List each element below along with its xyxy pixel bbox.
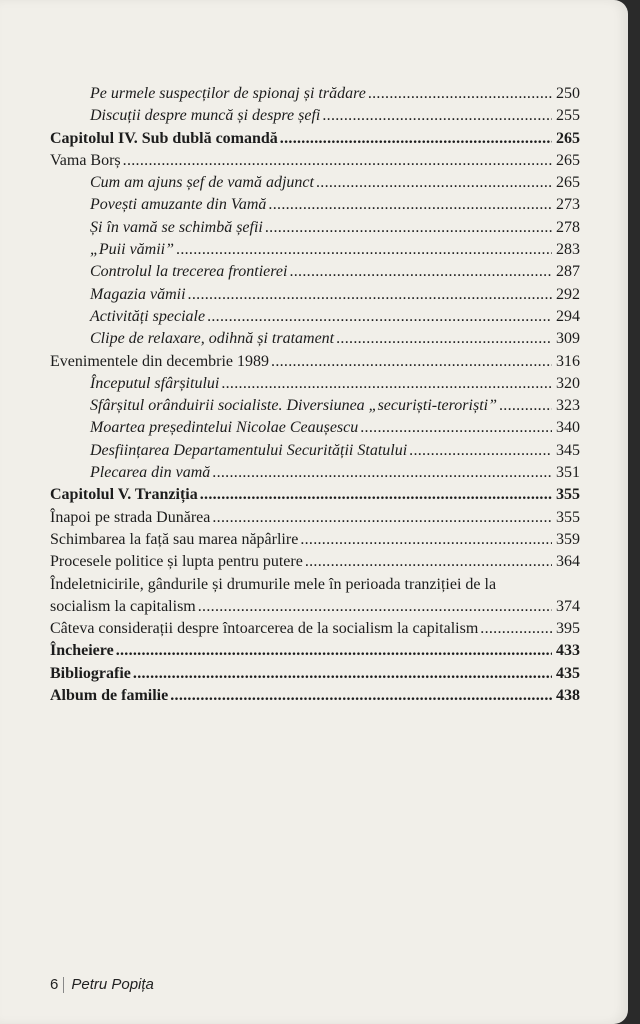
dot-leader xyxy=(176,239,552,261)
dot-leader xyxy=(268,194,552,216)
toc-entry xyxy=(50,440,580,462)
toc-entry-title: Pe urmele suspecților de spionaj și trădare xyxy=(90,85,366,102)
toc-entry-title: Plecarea din vamă xyxy=(90,464,211,482)
toc-entry xyxy=(50,83,580,105)
toc-entry-page: 435 xyxy=(556,664,580,682)
toc-entry-page: 340 xyxy=(556,419,580,437)
dot-leader xyxy=(305,551,552,573)
toc-entry-page: 351 xyxy=(556,464,580,482)
toc-entry xyxy=(50,351,580,373)
page-footer xyxy=(50,976,154,993)
dot-leader xyxy=(499,395,552,417)
toc-entry xyxy=(50,462,580,484)
toc-entry-title: Vama Borș xyxy=(50,151,121,169)
toc-entry-page: 294 xyxy=(556,307,580,325)
dot-leader xyxy=(116,640,552,662)
dot-leader xyxy=(198,596,552,618)
dot-leader xyxy=(123,150,552,172)
toc-entry-page: 309 xyxy=(556,330,580,348)
toc-entry-title: Moartea președintelui Nicolae Ceaușescu xyxy=(90,419,359,437)
toc-entry xyxy=(50,395,580,417)
toc-entry xyxy=(50,105,580,127)
toc-entry-page: 364 xyxy=(556,553,580,571)
table-of-contents xyxy=(50,83,580,707)
dot-leader xyxy=(289,261,552,283)
toc-entry-title: „Puii vămii” xyxy=(90,241,175,259)
toc-entry xyxy=(50,373,580,395)
toc-entry-page: 265 xyxy=(556,129,580,147)
toc-entry-title: Evenimentele din decembrie 1989 xyxy=(50,352,270,370)
toc-entry xyxy=(50,261,580,283)
dot-leader xyxy=(265,217,552,239)
toc-entry xyxy=(50,128,580,150)
toc-entry-title: Procesele politice și lupta pentru putere xyxy=(50,553,303,571)
toc-entry xyxy=(50,507,580,529)
toc-entry-page: 355 xyxy=(556,486,580,504)
toc-entry-page: 278 xyxy=(556,218,580,236)
toc-entry-page: 265 xyxy=(556,151,580,169)
toc-entry xyxy=(50,150,580,172)
toc-entry-page: 255 xyxy=(556,107,580,125)
dot-leader xyxy=(212,462,552,484)
toc-entry-page: 359 xyxy=(556,530,580,548)
toc-entry-page: 320 xyxy=(556,374,580,392)
toc-entry xyxy=(50,618,580,640)
toc-entry-page: 273 xyxy=(556,196,580,214)
toc-entry-title: Cum am ajuns șef de vamă adjunct xyxy=(90,174,314,192)
toc-entry xyxy=(50,217,580,239)
toc-entry xyxy=(50,306,580,328)
toc-entry xyxy=(50,417,580,439)
dot-leader xyxy=(409,440,552,462)
dot-leader xyxy=(316,172,552,194)
toc-entry-title: Album de familie xyxy=(50,687,169,705)
toc-entry-title: Îndeletnicirile, gândurile și drumurile mele în perioada tranziției de la xyxy=(50,575,497,593)
toc-entry xyxy=(50,574,580,596)
toc-entry xyxy=(50,640,580,662)
toc-entry-page: 374 xyxy=(556,597,580,615)
dot-leader xyxy=(133,663,552,685)
toc-entry-title: Câteva considerații despre întoarcerea de la socialism la capitalism xyxy=(50,620,479,638)
dot-leader xyxy=(336,328,552,350)
toc-entry-page: 316 xyxy=(556,352,580,370)
toc-entry-title: Clipe de relaxare, odihnă și tratament xyxy=(90,330,335,348)
toc-entry-page: 355 xyxy=(556,508,580,526)
toc-entry-page: 395 xyxy=(556,620,580,638)
toc-entry xyxy=(50,529,580,551)
toc-entry-page: 345 xyxy=(556,441,580,459)
dot-leader xyxy=(271,351,552,373)
toc-entry-page: 323 xyxy=(556,397,580,415)
toc-entry-title: Magazia vămii xyxy=(90,285,186,303)
toc-entry-title: Desființarea Departamentului Securității Statului xyxy=(90,441,408,459)
toc-entry-title: Capitolul V. Tranziția xyxy=(50,486,198,504)
toc-entry xyxy=(50,663,580,685)
toc-entry xyxy=(50,596,580,618)
toc-entry-title: Controlul la trecerea frontierei xyxy=(90,263,288,281)
footer-divider xyxy=(63,977,64,993)
toc-entry-title: Înapoi pe strada Dunărea xyxy=(50,508,211,526)
dot-leader xyxy=(360,417,552,439)
toc-entry xyxy=(50,685,580,707)
toc-entry-title: Povești amuzante din Vamă xyxy=(90,196,267,214)
toc-entry-title: Și în vamă se schimbă șefii xyxy=(90,218,263,236)
toc-entry-page: 292 xyxy=(556,285,580,303)
dot-leader xyxy=(322,105,552,127)
dot-leader xyxy=(480,618,552,640)
dot-leader xyxy=(300,529,552,551)
toc-entry-title: Capitolul IV. Sub dublă comandă xyxy=(50,129,278,147)
dot-leader xyxy=(280,128,552,150)
author-name: Petru Popița xyxy=(71,976,154,993)
dot-leader xyxy=(368,83,552,105)
toc-entry-page: 265 xyxy=(556,174,580,192)
dot-leader xyxy=(188,284,552,306)
toc-entry-page: 283 xyxy=(556,241,580,259)
toc-entry-title: Bibliografie xyxy=(50,664,131,682)
dot-leader xyxy=(212,507,552,529)
toc-entry xyxy=(50,239,580,261)
toc-entry xyxy=(50,194,580,216)
dot-leader xyxy=(200,484,552,506)
toc-entry-page: 287 xyxy=(556,263,580,281)
toc-entry-page: 250 xyxy=(556,85,580,102)
toc-entry-title: Începutul sfârșitului xyxy=(90,374,220,392)
dot-leader xyxy=(221,373,552,395)
toc-entry xyxy=(50,551,580,573)
toc-entry-page: 438 xyxy=(556,687,580,705)
toc-entry-title: Activități speciale xyxy=(90,307,206,325)
toc-entry-title: Sfârșitul orânduirii socialiste. Diversiunea „securiști-teroriști” xyxy=(90,397,497,415)
toc-entry xyxy=(50,284,580,306)
dot-leader xyxy=(207,306,552,328)
toc-entry xyxy=(50,484,580,506)
dot-leader xyxy=(170,685,552,707)
toc-entry xyxy=(50,172,580,194)
toc-entry-page: 433 xyxy=(556,642,580,660)
toc-entry-title: Încheiere xyxy=(50,642,114,660)
toc-entry-title: socialism la capitalism xyxy=(50,597,196,615)
toc-entry xyxy=(50,328,580,350)
toc-entry-title: Discuții despre muncă și despre șefi xyxy=(90,107,321,125)
page-number: 6 xyxy=(50,976,59,993)
toc-entry-title: Schimbarea la față sau marea năpârlire xyxy=(50,530,299,548)
